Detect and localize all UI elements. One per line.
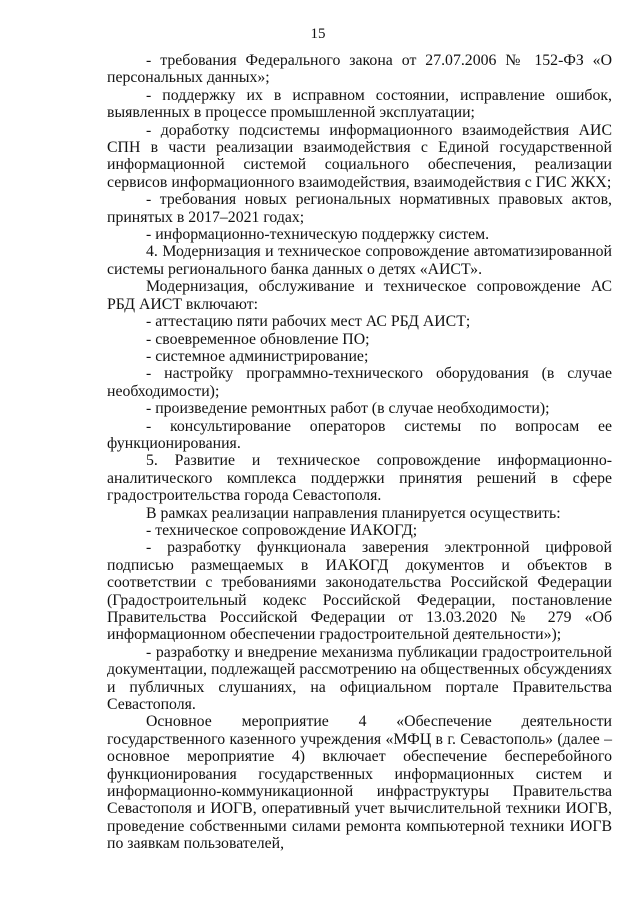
paragraph: - информационно-техническую поддержку систем. xyxy=(146,226,490,244)
paragraph: - разработку функционала заверения электронной цифровой подписью размещаемых в ИАКОГД документов и объектов в соответствии с требованиями законодательства Российской Федерации (Градостроительный кодекс Российской Федерации, постановление Правительства Российской Федерации от 13.03.2020 № 279 «Об информационном обеспечении градостроительной деятельности»); xyxy=(107,539,612,644)
paragraph: В рамках реализации направления планируется осуществить: xyxy=(146,504,561,522)
page-number: 15 xyxy=(310,26,326,42)
paragraph: Модернизация, обслуживание и техническое сопровождение АС РБД АИСТ включают: xyxy=(107,278,612,313)
paragraph: - произведение ремонтных работ (в случае необходимости); xyxy=(146,400,550,418)
section-heading: 4. Модернизация и техническое сопровождение автоматизированной системы регионального банка данных о детях «АИСТ». xyxy=(107,243,612,278)
paragraph: Основное мероприятие 4 «Обеспечение деятельности государственного казенного учреждения «МФЦ в г. Севастополь» (далее – основное мероприятие 4) включает обеспечение бесперебойного функционирования государственных информационных систем и информационно-коммуникационной инфраструктуры Правительства Севастополя и ИОГВ, оперативный учет вычислительной техники ИОГВ, проведение собственными силами ремонта компьютерной техники ИОГВ по заявкам пользователей, xyxy=(107,713,612,853)
paragraph: - требования новых региональных нормативных правовых актов, принятых в 2017–2021 годах; xyxy=(107,191,612,226)
paragraph: - системное администрирование; xyxy=(146,347,369,365)
paragraph: - консультирование операторов системы по вопросам ее функционирования. xyxy=(107,417,612,452)
paragraph: - настройку программно-технического оборудования (в случае необходимости); xyxy=(107,365,612,400)
paragraph: - своевременное обновление ПО; xyxy=(146,330,370,348)
paragraph: - разработку и внедрение механизма публикации градостроительной документации, подлежащей рассмотрению на общественных обсуждениях и публичных слушаниях, на официальном портале Правительства Севастополя. xyxy=(107,643,612,714)
paragraph: - аттестацию пяти рабочих мест АС РБД АИСТ; xyxy=(146,313,471,331)
paragraph: - доработку подсистемы информационного взаимодействия АИС СПН в части реализации взаимодействия с Единой государственной информационной системой социального обеспечения, реализации сервисов информационного взаимодействия, взаимодействия с ГИС ЖКХ; xyxy=(107,121,612,191)
paragraph: - техническое сопровождение ИАКОГД; xyxy=(146,521,418,539)
document-body xyxy=(107,52,612,853)
section-heading: 5. Развитие и техническое сопровождение информационно-аналитического комплекса поддержки принятия решений в сфере градостроительства города Севастополя. xyxy=(107,452,612,505)
paragraph: - поддержку их в исправном состоянии, исправление ошибок, выявленных в процессе промышленной эксплуатации; xyxy=(107,86,612,122)
paragraph: - требования Федерального закона от 27.07.2006 № 152-ФЗ «О персональных данных»; xyxy=(107,52,612,87)
